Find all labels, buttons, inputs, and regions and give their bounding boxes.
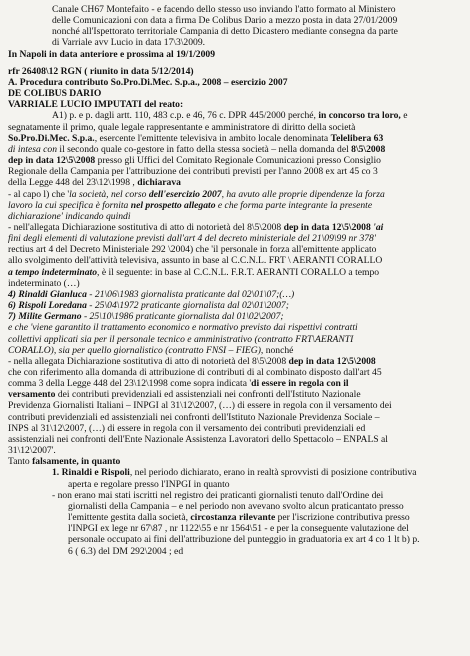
bold-span: 8\5\2008 bbox=[351, 143, 386, 155]
text-span: - nell'allegata Dichiarazione sostitutiva di atto di notorietà del 8\5\2008 bbox=[8, 221, 284, 233]
text-line bbox=[8, 356, 464, 367]
text-line: segnatamente il primo, quale legale rappresentante e amministratore di diritto della società bbox=[8, 121, 356, 133]
bold-span: 1. Rinaldi e Rispoli bbox=[52, 467, 130, 479]
text-span: , nel periodo dichiarato, erano in realtà sprovvisti di posizione contributiva bbox=[129, 467, 417, 479]
text-line: delle Comunicazioni con data a firma De Colibus Dario a mezzo posta in data 27/01/2009 bbox=[52, 15, 398, 27]
text-span: presso gli Uffici del Comitato Regionale Comunicazioni presso Consiglio bbox=[95, 155, 381, 167]
staff-entry bbox=[8, 289, 464, 300]
text-line bbox=[8, 189, 464, 200]
text-line bbox=[8, 378, 464, 389]
text-line: che con riferimento alla domanda di attribuzione di contributi di al combinato disposto dall'art 45 bbox=[8, 367, 382, 378]
text-line: aperta e regolare presso l'INPGI in quanto bbox=[68, 478, 230, 490]
text-line bbox=[8, 144, 464, 155]
text-line: Canale CH67 Montefaito - e facendo dello stesso uso inviando l'atto formato al Ministero bbox=[52, 4, 396, 15]
text-line: 31\12\2007'. bbox=[8, 445, 56, 457]
bold-span: dichiarava bbox=[137, 177, 181, 189]
case-reference: rfr 26408\12 RGN ( riunito in data 5/12/2014) bbox=[8, 65, 194, 77]
bold-span: versamento bbox=[8, 389, 56, 401]
staff-details: - 25\04\1972 praticante giornalista dal 02\01\2007; bbox=[86, 300, 289, 312]
text-span: , nonché bbox=[260, 344, 294, 356]
text-line: contributi previdenziali ed assistenziali nei confronti dell'Istituto Nazionale Previdenza Sociale – bbox=[8, 411, 380, 423]
bold-italic-span: nel prospetto allegato bbox=[130, 199, 216, 211]
place-date-line: In Napoli in data anteriore e prossima al 19/1/2009 bbox=[8, 48, 215, 60]
bold-span: dep in data 12\5\2008 bbox=[283, 221, 371, 233]
text-line: fini degli elementi di valutazione previsti dall'art 4 del decreto ministeriale del 21\09\99 nr 378' bbox=[8, 233, 376, 245]
bold-span: circostanza rilevante bbox=[190, 512, 276, 524]
text-line: l'INPGI ex lege nr 67\87 , nr 1122\55 e nr 1564\51 - e per la conseguente valutazione del bbox=[68, 523, 409, 535]
text-line bbox=[8, 110, 464, 121]
italic-span: , nel corso bbox=[106, 188, 149, 200]
defendants-heading: VARRIALE LUCIO IMPUTATI del reato: bbox=[8, 99, 184, 111]
italic-span: di intesa con bbox=[8, 143, 58, 155]
text-span: comma 3 della Legge 448 del 23\12\1998 come sopra indicata ' bbox=[8, 378, 252, 390]
text-line bbox=[8, 133, 464, 144]
staff-details: - 25\10\1986 praticante giornalista dal 01\02\2007; bbox=[81, 311, 284, 323]
staff-entry bbox=[8, 300, 464, 311]
staff-name: 7) Milite Germano bbox=[8, 311, 82, 323]
text-span: della Legge 448 del 23\12\1998 , bbox=[8, 177, 138, 189]
text-line: Previdenza Giornalisti Italiani – INPGI al 31\12\2007, (…) di essere in regola con il versamento dei bbox=[8, 400, 392, 412]
numbered-item bbox=[8, 467, 464, 478]
bold-italic-span: dell'esercizio 2007 bbox=[148, 188, 222, 200]
staff-name: 4) Rinaldi Gianluca bbox=[8, 288, 87, 300]
text-line: INPS al 31\12\2007, (…) di essere in regola con il versamento dei contributi previdenziali ed bbox=[8, 422, 366, 434]
text-line bbox=[8, 389, 464, 400]
text-line bbox=[8, 456, 464, 467]
defendant-name: DE COLIBUS DARIO bbox=[8, 88, 102, 100]
text-span: per l'iscrizione contributiva presso bbox=[275, 512, 410, 524]
italic-span: , ha avuto alle proprie dipendenze la forza bbox=[221, 188, 385, 200]
text-span: Tanto bbox=[8, 456, 33, 468]
text-line bbox=[8, 200, 464, 211]
text-span: l'emittente gestita dalla società, bbox=[68, 512, 191, 524]
text-span: , esercente l'emittente televisiva in ambito locale denominata bbox=[94, 132, 331, 144]
bold-italic-span: 'ai bbox=[370, 221, 384, 233]
text-line: allo svolgimento dell'attività televisiva, assunto in base al C.C.N.L. FRT \ AERANTI CORALLO bbox=[8, 255, 383, 267]
text-line: nonché all'Ispettorato territoriale Campania di detto Dicastero mediante consegna da parte bbox=[52, 26, 398, 38]
bold-span: So.Pro.Di.Mec. S.p.a. bbox=[8, 132, 95, 144]
text-line: dichiarazione' indicando quindi bbox=[8, 210, 131, 222]
text-line bbox=[8, 512, 464, 523]
italic-span: e che forma parte integrante la presente bbox=[215, 199, 373, 211]
text-line: - non erano mai stati iscritti nel registro dei praticanti giornalisti tenuto dall'Ordine dei bbox=[52, 489, 384, 501]
text-line bbox=[8, 177, 464, 188]
staff-details: - 21\06\1983 giornalista praticante dal 02\01\07;(…) bbox=[86, 288, 295, 300]
text-span: - nella allegata Dichiarazione sostitutiva di atto di notorietà del 8\5\2008 bbox=[8, 355, 289, 367]
section-heading: A. Procedura contributo So.Pro.Di.Mec. S.p.a., 2008 – esercizio 2007 bbox=[8, 76, 288, 88]
italic-span: CORALLO), sia per quello giornalistico (contratto FNSI – FIEG) bbox=[8, 344, 261, 356]
text-span: , è il seguente: in base al C.C.N.L. F.R.T. AERANTI CORALLO a tempo bbox=[97, 266, 380, 278]
text-line bbox=[8, 345, 464, 356]
bold-span: falsamente, in quanto bbox=[32, 456, 121, 468]
staff-entry bbox=[8, 311, 464, 322]
text-span: dei contributi previdenziali ed assistenziali nei confronti dell'Istituto Nazionale bbox=[55, 389, 361, 401]
text-span: A1) p. e p. dagli artt. 110, 483 c.p. e 46, 76 c. DPR 445/2000 perché, bbox=[52, 110, 319, 122]
italic-span: lavoro la cui specifica è fornita bbox=[8, 199, 131, 211]
text-line: Regionale della Campania per l'attribuzione dei contributi previsti per l'anno 2008 ex art 45 co 3 bbox=[8, 166, 378, 178]
text-line: collettivi applicati sia per il personale tecnico e amministrativo (contratto FRT\AERANTI bbox=[8, 333, 354, 345]
text-line: assistenziali nei confronti dell'Ente Nazionale Assistenza Lavoratori dello Spettacolo – ENPALS al bbox=[8, 433, 388, 445]
bold-span: dep in data 12\5\2008 bbox=[8, 155, 96, 167]
bold-span: Telelibera 63 bbox=[330, 132, 384, 144]
text-span: il secondo quale co-gestore in fatto della stessa società – nella domanda del bbox=[57, 143, 352, 155]
text-span: - al capo l) che ' bbox=[8, 188, 70, 200]
bold-italic-span: a tempo indeterminato bbox=[8, 266, 98, 278]
text-line bbox=[8, 222, 464, 233]
bold-span: in concorso tra loro, bbox=[318, 110, 401, 122]
text-span: e bbox=[400, 110, 408, 122]
bold-span: di essere in regola con il bbox=[251, 378, 349, 390]
text-line bbox=[8, 155, 464, 166]
text-line: rectius art 4 del Decreto Ministeriale 292 \2004) che 'il personale in forza all'emittente applicato bbox=[8, 244, 377, 256]
text-line: indeterminato (…) bbox=[8, 277, 80, 289]
text-line bbox=[8, 267, 464, 278]
text-line: giornalisti della Campania – e nel periodo non avevano svolto alcun praticantato presso bbox=[68, 500, 404, 512]
text-line: personale occupato ai fini dell'attribuzione del punteggio in graduatoria ex art 4 co 1 lt b) p. bbox=[68, 534, 420, 546]
text-line: e che 'viene garantito il trattamento economico e normativo previsto dai rispettivi contratti bbox=[8, 322, 358, 334]
text-line: 6 ( 6.3) del DM 292\2004 ; ed bbox=[68, 545, 184, 557]
staff-name: 6) Rispoli Loredana bbox=[8, 300, 87, 312]
text-line: di Varriale avv Lucio in data 17\3\2009. bbox=[52, 37, 206, 49]
italic-span: la società bbox=[69, 188, 107, 200]
bold-span: dep in data 12\5\2008 bbox=[288, 355, 376, 367]
